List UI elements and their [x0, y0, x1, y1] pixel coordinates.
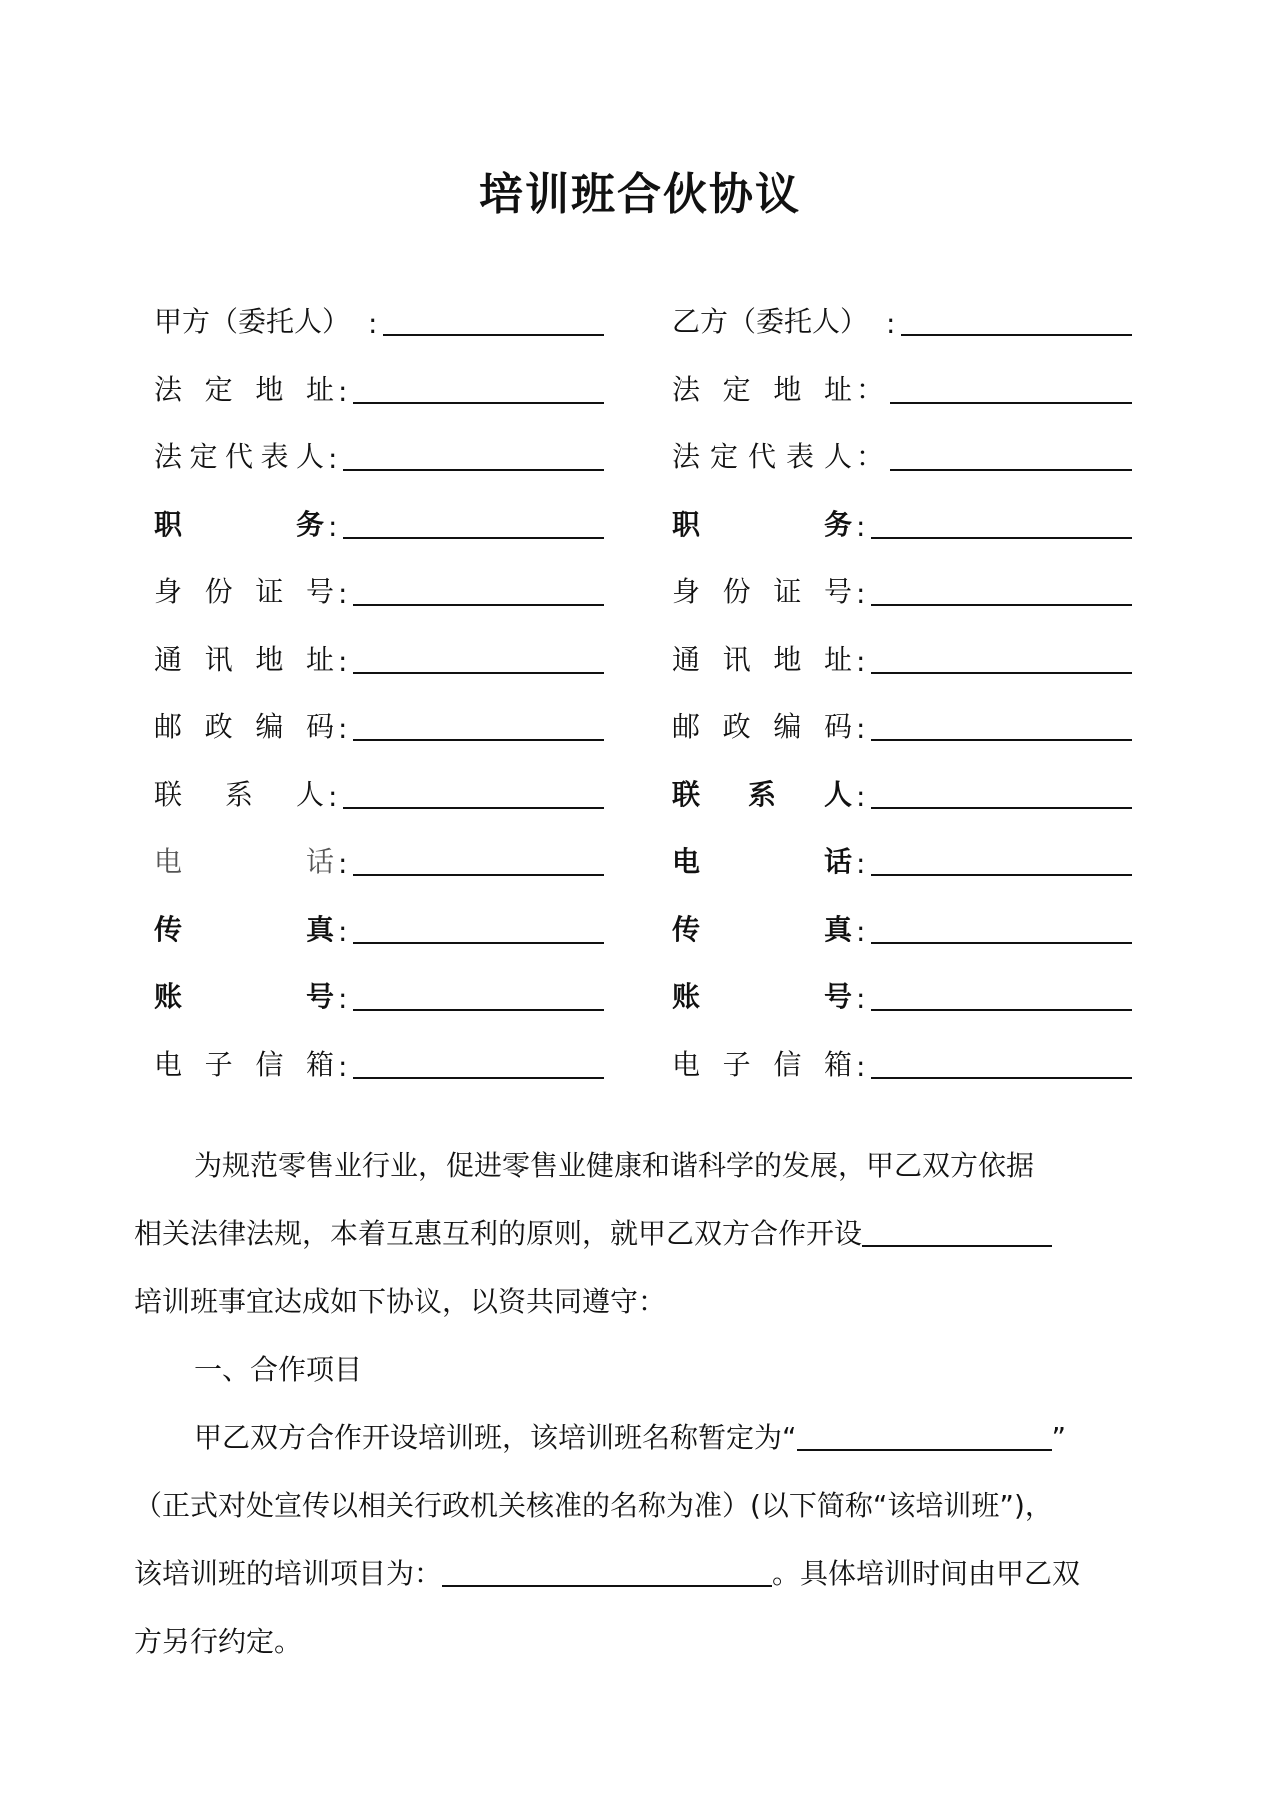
party-b-field-row	[672, 908, 1132, 948]
party-b-field-input-line[interactable]	[871, 574, 1132, 606]
party-b-field-row	[672, 705, 1132, 745]
party-b-field-input-line[interactable]	[890, 372, 1132, 404]
paragraph-3-text-b: 。具体培训时间由甲乙双	[772, 1557, 1081, 1590]
party-a-field-input-line[interactable]	[383, 304, 604, 336]
party-b-field-label: 邮政编码	[672, 710, 852, 743]
paragraph-1-text-a: 甲乙双方合作开设培训班，该培训班名称暂定为“	[194, 1421, 797, 1454]
party-b-field-label: 传真	[672, 912, 852, 946]
party-a-field-row	[154, 975, 604, 1015]
party-a-field-colon: :	[338, 982, 348, 1015]
paragraph-4: 方另行约定。	[134, 1625, 303, 1658]
party-a-field-row	[154, 638, 604, 678]
party-a-field-input-line[interactable]	[353, 642, 604, 674]
party-a-field-row	[154, 503, 604, 543]
party-a-field-input-line[interactable]	[353, 912, 604, 944]
intro-line-2-text: 相关法律法规，本着互惠互利的原则，就甲乙双方合作开设	[134, 1217, 863, 1250]
party-b-field-row	[672, 975, 1132, 1015]
party-a-field-colon: :	[338, 1049, 348, 1083]
party-a-field-label: 法定代表人	[154, 440, 324, 473]
party-a-field-colon: :	[338, 644, 348, 678]
party-a-field-row	[154, 300, 604, 340]
party-a-field-label: 邮政编码	[154, 710, 334, 743]
party-a-field-label: 职务	[154, 507, 324, 541]
party-b-field-input-line[interactable]	[871, 642, 1132, 674]
party-b-field-input-line[interactable]	[871, 777, 1132, 809]
paragraph-2: （正式对处宣传以相关行政机关核准的名称为准）(以下简称“该培训班”)，	[134, 1489, 1053, 1522]
party-a-field-input-line[interactable]	[353, 1047, 604, 1079]
party-a-field-label: 账号	[154, 980, 334, 1013]
party-b-field-row	[672, 368, 1132, 408]
party-a-field-input-line[interactable]	[353, 372, 604, 404]
party-a-field-colon: :	[338, 577, 348, 610]
party-b-field-colon: :	[856, 644, 866, 678]
training-project-blank[interactable]	[442, 1555, 772, 1587]
document-title: 培训班合伙协议	[479, 169, 801, 220]
section-heading-1: 一、合作项目	[194, 1353, 363, 1386]
intro-line-1: 为规范零售业行业，促进零售业健康和谐科学的发展，甲乙双方依据	[194, 1149, 1035, 1182]
party-b-field-label: 通讯地址	[672, 642, 852, 676]
paragraph-1-text-b: ”	[1051, 1421, 1067, 1454]
party-a-field-row	[154, 840, 604, 880]
party-b-field-label: 法定代表人	[672, 440, 852, 473]
intro-line-2	[134, 1200, 1134, 1268]
party-a-field-label: 传真	[154, 912, 334, 946]
party-a-field-input-line[interactable]	[353, 574, 604, 606]
intro-line-3: 培训班事宜达成如下协议，以资共同遵守：	[134, 1285, 667, 1318]
party-a-field-input-line[interactable]	[343, 507, 604, 539]
training-class-name-blank[interactable]	[797, 1419, 1052, 1451]
party-a-field-colon: :	[328, 509, 338, 543]
party-a-field-row	[154, 368, 604, 408]
party-b-field-label: 联系人	[672, 777, 852, 811]
party-b-field-input-line[interactable]	[890, 439, 1132, 471]
party-b-field-input-line[interactable]	[871, 709, 1132, 741]
party-b-field-row	[672, 435, 1132, 475]
party-a-field-row	[154, 435, 604, 475]
party-b-field-label: 乙方（委托人）	[672, 305, 869, 338]
party-b-field-colon: ：	[856, 372, 885, 406]
party-b-field-row	[672, 840, 1132, 880]
party-b-field-colon: :	[886, 307, 896, 340]
party-b-field-row	[672, 570, 1132, 610]
paragraph-3	[134, 1540, 1134, 1608]
party-a-field-input-line[interactable]	[353, 709, 604, 741]
party-b-field-row	[672, 300, 1132, 340]
party-b-field-colon: :	[856, 712, 866, 745]
party-a-field-input-line[interactable]	[353, 844, 604, 876]
party-a-field-input-line[interactable]	[353, 979, 604, 1011]
party-b-field-label: 电话	[672, 845, 852, 878]
party-a-field-row	[154, 705, 604, 745]
project-name-blank[interactable]	[862, 1215, 1052, 1247]
party-a-field-label: 通讯地址	[154, 642, 334, 676]
paragraph-3-text-a: 该培训班的培训项目为：	[134, 1557, 443, 1590]
party-a-field-colon: :	[368, 307, 378, 340]
party-b-field-colon: :	[856, 779, 866, 813]
party-a-field-label: 甲方（委托人）	[154, 305, 351, 338]
party-b-field-input-line[interactable]	[871, 912, 1132, 944]
party-b-field-input-line[interactable]	[871, 1047, 1132, 1079]
party-b-field-label: 身份证号	[672, 575, 852, 608]
party-a-field-colon: :	[338, 712, 348, 745]
party-b-field-colon: :	[856, 847, 866, 880]
paragraph-1	[134, 1404, 1134, 1472]
party-b-field-row	[672, 773, 1132, 813]
party-b-field-row	[672, 503, 1132, 543]
party-b-field-input-line[interactable]	[901, 304, 1132, 336]
party-a-field-colon: :	[338, 847, 348, 880]
party-a-field-row	[154, 570, 604, 610]
party-a-field-input-line[interactable]	[343, 777, 604, 809]
party-a-field-colon: :	[328, 779, 338, 813]
party-a-field-label: 法定地址	[154, 372, 334, 406]
party-a-field-label: 联系人	[154, 777, 324, 811]
party-a-field-colon: :	[328, 442, 338, 475]
party-b-field-colon: ：	[856, 440, 885, 473]
party-b-field-label: 账号	[672, 980, 852, 1013]
party-a-field-colon: :	[338, 374, 348, 408]
party-a-field-input-line[interactable]	[343, 439, 604, 471]
party-b-field-colon: :	[856, 1049, 866, 1083]
party-a-field-label: 身份证号	[154, 575, 334, 608]
party-a-field-row	[154, 1043, 604, 1083]
party-b-field-colon: :	[856, 577, 866, 610]
party-b-field-label: 电子信箱	[672, 1047, 852, 1081]
party-a-field-row	[154, 773, 604, 813]
party-b-field-label: 职务	[672, 507, 852, 541]
party-a-field-row	[154, 908, 604, 948]
party-b-field-input-line[interactable]	[871, 507, 1132, 539]
party-b-field-row	[672, 638, 1132, 678]
party-b-field-row	[672, 1043, 1132, 1083]
party-b-field-input-line[interactable]	[871, 844, 1132, 876]
party-a-field-label: 电话	[154, 845, 334, 878]
party-b-field-colon: :	[856, 982, 866, 1015]
party-b-field-input-line[interactable]	[871, 979, 1132, 1011]
party-b-field-label: 法定地址	[672, 372, 852, 406]
party-a-field-colon: :	[338, 914, 348, 948]
party-b-field-colon: :	[856, 509, 866, 543]
party-a-field-label: 电子信箱	[154, 1047, 334, 1081]
party-b-field-colon: :	[856, 914, 866, 948]
